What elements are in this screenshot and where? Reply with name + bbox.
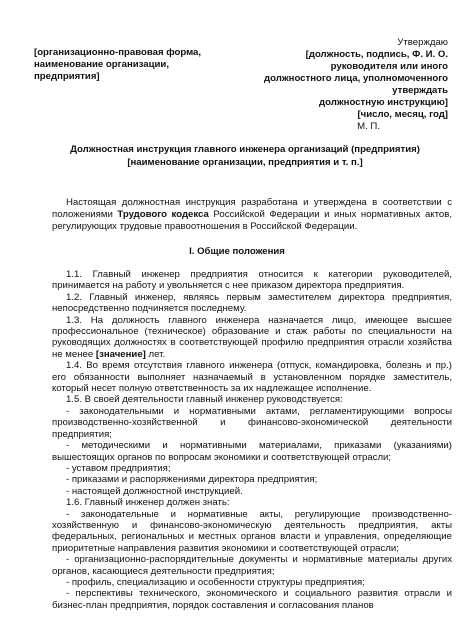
value-placeholder: [значение] [95,348,146,360]
list-item: - профиль, специализацию и особенности структуры предприятия; [66,576,365,588]
clause: 1.6. Главный инженер должен знать: [66,497,230,509]
approver-line: должностного лица, уполномоченного [264,73,448,84]
list-item: - перспективы технического, экономического и социального развития отрасли и бизнес-план предприятия, порядок составления и согласования планов [52,588,452,611]
approver-line: утверждать [392,85,448,96]
list-item: - организационно-распорядительные документы и нормативные материалы других органов, касающиеся деятельности предприятия; [52,554,452,577]
list-item: - уставом предприятия; [66,462,171,474]
approver-line: [должность, подпись, Ф. И. О. [305,49,448,60]
list-item: - приказами и распоряжениями директора предприятия; [66,474,318,486]
approver-line: руководителя или иного [330,61,448,72]
clause: 1.5. В своей деятельности главный инженер руководствуется: [66,394,343,406]
org-line: предприятия] [34,71,100,82]
approve-label: Утверждаю [397,37,448,48]
labor-code-link-text: Трудового кодекса [117,209,209,220]
seal-mark: М. П. [357,121,380,132]
clause: 1.4. Во время отсутствия главного инженера (отпуск, командировка, болезнь и пр.) его обязанности выполняет назначаемый в установленном порядке заместитель, который несет полную ответственность за их надлежащее исполнение. [52,360,452,395]
title-subline: [наименование организации, предприятия и т. п.] [127,156,363,168]
list-item: - законодательными и нормативными актами, регламентирующими вопросы производственно-хозяйственной и финансово-экономической деятельности предприятия; [52,405,452,440]
approver-line: должностную инструкцию] [319,97,448,108]
approval-block [248,37,448,133]
document-title [40,144,450,169]
intro-text: Российской Федерации и иных нормативных актов, регулирующих трудовые правоотношения в Российской Федерации. [52,209,452,232]
clause: 1.2. Главный инженер, являясь первым заместителем директора предприятия, непосредственно подчиняется последнему. [52,291,452,315]
clause [52,315,452,361]
org-line: наименование организации, [34,59,169,70]
clause-text: лет. [145,348,166,360]
section-body [52,269,452,611]
clause-text: 1.3. На должность главного инженера назначается лицо, имеющее высшее профессиональное (техническое) образование и стаж работы по специальности на руководящих должностях в соответствующей профилю предприятия отрасли хозяйства не менее [52,314,452,360]
intro-paragraph [52,197,452,233]
organization-placeholder [34,47,244,83]
intro-text: Настоящая должностная инструкция разработана и утверждена в соответствии с положениями [52,197,452,220]
list-item: - методическими и нормативными материалами, приказами (указаниями) вышестоящих органов по вопросам экономики и соответствующей отрасли; [52,440,452,463]
section-heading: I. Общие положения [189,246,285,257]
clause: 1.1. Главный инженер предприятия относится к категории руководителей, принимается на работу и увольняется с нее приказом директора предприятия. [52,269,452,292]
date-placeholder: [число, месяц, год] [357,109,448,120]
org-line: [организационно-правовая форма, [34,47,202,58]
list-item: - законодательные и нормативные акты, регулирующие производственно-хозяйственную и финансово-экономическую деятельность предприятия, акты федеральных, региональных и местных органов власти и управления, определяющие приоритетные направления развития экономики и соответствующей отрасли; [52,508,452,554]
list-item: - настоящей должностной инструкцией. [66,485,243,497]
title-line: Должностная инструкция главного инженера организаций (предприятия) [70,144,420,155]
